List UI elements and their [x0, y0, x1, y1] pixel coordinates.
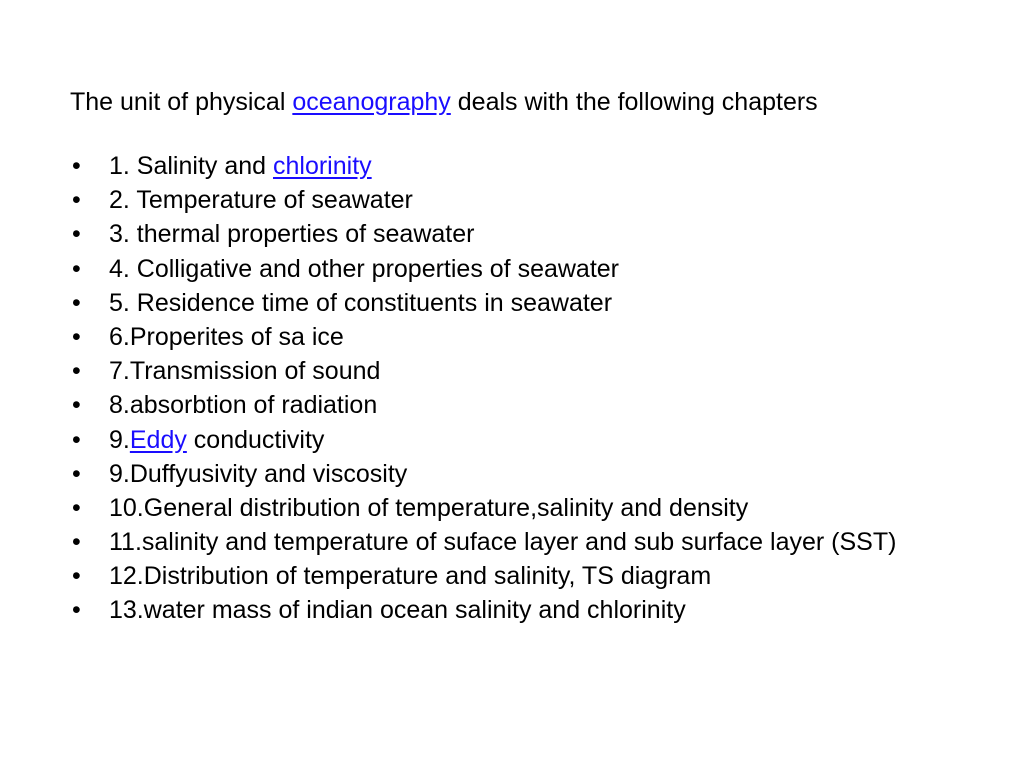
chapter-text: 3. thermal properties of seawater	[109, 220, 475, 249]
intro-line	[70, 86, 818, 118]
bullet-icon: •	[72, 459, 81, 488]
bullet-icon: •	[72, 391, 81, 420]
bullet-icon: •	[72, 254, 81, 283]
chapter-item	[70, 188, 950, 213]
chapter-text: 9.Duffyusivity and viscosity	[109, 459, 408, 488]
chapter-list	[70, 154, 950, 633]
chapter-text: 8.absorbtion of radiation	[109, 391, 378, 420]
bullet-icon: •	[72, 562, 81, 591]
chapter-text: 6.Properites of sa ice	[109, 322, 344, 351]
bullet-icon: •	[72, 322, 81, 351]
chapter-text: 5. Residence time of constituents in seawater	[109, 288, 613, 317]
oceanography-link[interactable]: oceanography	[292, 88, 451, 116]
chapter-item	[70, 393, 950, 418]
chapter-prefix: 1. Salinity and	[109, 152, 273, 180]
chapter-text: 2. Temperature of seawater	[109, 186, 413, 215]
chapter-suffix: conductivity	[186, 425, 325, 454]
chapter-item	[70, 154, 950, 179]
chapter-item	[70, 425, 950, 454]
chapter-item	[70, 564, 950, 589]
chapter-item	[70, 459, 950, 488]
bullet-icon: •	[72, 152, 81, 180]
chapter-item	[70, 222, 950, 247]
chapter-item	[70, 598, 950, 623]
bullet-icon: •	[72, 425, 81, 454]
bullet-icon: •	[72, 596, 81, 625]
chapter-item	[70, 530, 950, 555]
chapter-item	[70, 493, 950, 522]
bullet-icon: •	[72, 528, 81, 557]
bullet-icon: •	[72, 357, 81, 386]
chapter-prefix: 9.	[109, 425, 130, 454]
chapter-item	[70, 288, 950, 317]
eddy-link[interactable]: Eddy	[129, 425, 187, 454]
bullet-icon: •	[72, 493, 81, 522]
chapter-item	[70, 254, 950, 283]
chlorinity-link[interactable]: chlorinity	[273, 152, 372, 180]
chapter-text: 13.water mass of indian ocean salinity and chlorinity	[109, 596, 686, 625]
bullet-icon: •	[72, 288, 81, 317]
chapter-text: 7.Transmission of sound	[109, 357, 381, 386]
intro-suffix: deals with the following chapters	[450, 88, 818, 116]
chapter-text: 12.Distribution of temperature and salinity, TS diagram	[109, 562, 712, 591]
chapter-item	[70, 359, 950, 384]
bullet-icon: •	[72, 186, 81, 215]
bullet-icon: •	[72, 220, 81, 249]
chapter-item	[70, 322, 950, 351]
intro-prefix: The unit of physical	[70, 88, 293, 116]
chapter-text: 4. Colligative and other properties of seawater	[109, 254, 620, 283]
chapter-text: 10.General distribution of temperature,salinity and density	[109, 493, 749, 522]
chapter-text: 11.salinity and temperature of suface layer and sub surface layer (SST)	[109, 528, 897, 557]
